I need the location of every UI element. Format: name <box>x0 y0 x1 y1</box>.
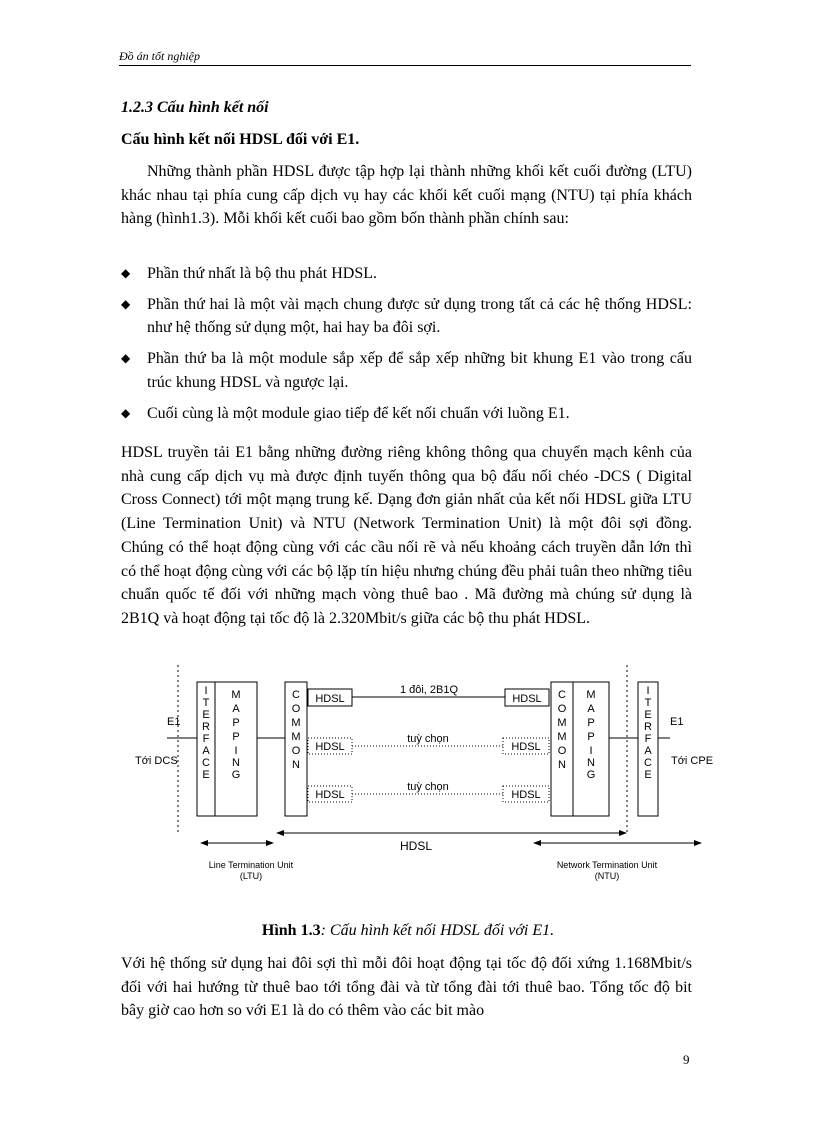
right-destination-label: Tới CPE <box>671 755 714 767</box>
right-common-letter: M <box>557 731 567 743</box>
optional-label: tuỳ chọn <box>407 781 449 793</box>
right-mapping-letter: I <box>589 745 593 757</box>
right-mapping-letter: M <box>586 689 596 701</box>
left-mapping-letter: I <box>234 745 238 757</box>
pair-label: 1 đôi, 2B1Q <box>399 684 459 696</box>
diamond-bullet-icon: ◆ <box>121 296 131 311</box>
hdsl-span-label: HDSL <box>400 839 433 853</box>
right-interface-letter: R <box>644 721 652 733</box>
caption-text: : Cấu hình kết nối HDSL đối với E1. <box>320 922 555 939</box>
list-item: ◆ Phần thứ hai là một vài mạch chung được sử dụng trong tất cả các hệ thống HDSL: như hệ thống sử dụng một, hai hay ba đôi sợi. <box>121 293 692 340</box>
right-common-letter: C <box>558 689 566 701</box>
diamond-bullet-icon: ◆ <box>121 351 131 366</box>
list-item: ◆ Cuối cùng là một module giao tiếp để kết nối chuẩn với luồng E1. <box>121 402 692 426</box>
left-common-letter: M <box>291 717 301 729</box>
left-interface-letter: E <box>202 769 210 781</box>
left-mapping-letter: P <box>232 731 240 743</box>
ltu-abbr: (LTU) <box>239 871 263 881</box>
left-interface-letter: T <box>202 697 210 709</box>
right-interface-letter: I <box>646 685 650 697</box>
left-destination-label: Tới DCS <box>135 755 178 767</box>
right-common-letter: O <box>557 745 567 757</box>
hdsl-transceiver-label: HDSL <box>511 741 541 753</box>
left-interface-letter: A <box>202 745 210 757</box>
body-paragraph: HDSL truyền tải E1 bằng những đường riêng không thông qua chuyển mạch kênh của nhà cung cấp dịch vụ mà được định tuyến thông qua bộ đấu nối chéo -DCS ( Digital Cross Connect) tới một mạng trung kế. Dạng đơn giản nhất của kết nối HDSL giữa LTU (Line Termination Unit) và NTU (Network Termination Unit) là một đôi sợi đồng. Chúng có thể hoạt động cùng với các cầu nối rẽ và nếu khoảng cách truyền dẫn lớn thì có thể hoạt động cùng với các bộ lặp tín hiệu nhưng chúng đều phải tuân theo những tiêu chuẩn quốc tế đối với những mạch vòng thuê bao . Mã đường mà chúng sử dụng là 2B1Q và hoạt động tại tốc độ là 2.320Mbit/s giữa các bộ thu phát HDSL. <box>121 444 692 627</box>
ltu-label: Line Termination Unit <box>208 860 294 870</box>
hdsl-transceiver-label: HDSL <box>315 789 345 801</box>
right-interface-letter: A <box>644 745 652 757</box>
running-header: Đồ án tốt nghiệp <box>119 49 200 63</box>
list-item: ◆ Phần thứ ba là một module sắp xếp để sắp xếp những bit khung E1 vào trong cấu trúc khung HDSL và ngược lại. <box>121 347 692 394</box>
diamond-bullet-icon: ◆ <box>121 405 131 420</box>
left-mapping-letter: M <box>231 689 241 701</box>
left-common-letter: C <box>292 689 300 701</box>
right-interface-letter: C <box>644 757 652 769</box>
hdsl-transceiver-label: HDSL <box>315 693 345 705</box>
right-common-letter: N <box>558 759 566 771</box>
right-mapping-letter: G <box>586 769 596 781</box>
left-common-letter: O <box>291 745 301 757</box>
subsection-title: Cấu hình kết nối HDSL đối với E1. <box>121 131 360 148</box>
right-interface-letter: E <box>644 709 652 721</box>
right-mapping-letter: N <box>587 757 595 769</box>
left-mapping-letter: G <box>231 769 241 781</box>
right-mapping-letter: P <box>587 717 595 729</box>
left-interface-letter: F <box>202 733 210 745</box>
left-mapping-letter: N <box>232 757 240 769</box>
left-interface-letter: R <box>202 721 210 733</box>
right-common-letter: O <box>557 703 567 715</box>
diamond-bullet-icon: ◆ <box>121 266 131 280</box>
left-common-letter: M <box>291 731 301 743</box>
section-title: 1.2.3 Cấu hình kết nối <box>121 99 269 116</box>
right-interface-letter: F <box>644 733 652 745</box>
closing-paragraph: Với hệ thống sử dụng hai đôi sợi thì mỗi đôi hoạt động tại tốc độ đối xứng 1.168Mbit/s đối với hai hướng từ thuê bao tới tổng đài và từ tổng đài tới thuê bao. Tổng tốc độ bit bây giờ cao hơn so với E1 là do có thêm vào các bit mào <box>121 955 692 1020</box>
optional-label: tuỳ chọn <box>407 733 449 745</box>
left-mapping-letter: P <box>232 717 240 729</box>
right-mapping-letter: P <box>587 731 595 743</box>
intro-paragraph: Những thành phần HDSL được tập hợp lại thành những khối kết cuối đường (LTU) khác nhau tại phía cung cấp dịch vụ hay các khối kết cuối mạng (NTU) tại phía khách hàng (hình1.3). Mỗi khối kết cuối bao gồm bốn thành phần chính sau: <box>121 163 692 228</box>
left-mapping-letter: A <box>232 703 240 715</box>
right-mapping-letter: A <box>587 703 595 715</box>
left-interface-letter: C <box>202 757 210 769</box>
right-common-letter: M <box>557 717 567 729</box>
ntu-label: Network Termination Unit <box>556 860 658 870</box>
hdsl-transceiver-label: HDSL <box>512 693 542 705</box>
left-interface-letter: I <box>204 685 208 697</box>
ntu-abbr: (NTU) <box>594 871 620 881</box>
page-number: 9 <box>683 1052 690 1067</box>
right-interface-letter: T <box>644 697 652 709</box>
left-common-letter: N <box>292 759 300 771</box>
figure-caption <box>0 922 816 940</box>
left-interface-letter: E <box>202 709 210 721</box>
left-common-letter: O <box>291 703 301 715</box>
caption-label: Hình 1.3 <box>261 922 321 939</box>
hdsl-transceiver-label: HDSL <box>511 789 541 801</box>
hdsl-transceiver-label: HDSL <box>315 741 345 753</box>
list-item: ◆ Phần thứ nhất là bộ thu phát HDSL. <box>121 262 692 286</box>
left-e1-label: E1 <box>167 716 181 728</box>
right-interface-letter: E <box>644 769 652 781</box>
right-e1-label: E1 <box>670 716 684 728</box>
